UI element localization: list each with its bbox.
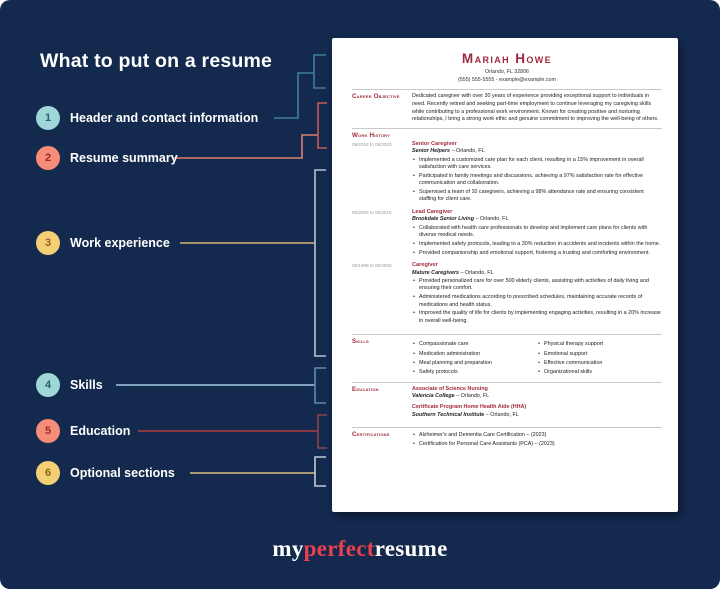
job-company: Brookdale Senior Living xyxy=(412,216,475,223)
legend-label: Work experience xyxy=(70,236,170,250)
resume-name: Mariah Howe xyxy=(461,51,553,66)
certifications-body xyxy=(412,431,662,450)
job-entry xyxy=(352,262,662,326)
step-number: 5 xyxy=(44,425,52,437)
connector-bracket-2 xyxy=(318,103,327,148)
step-number-badge xyxy=(36,231,60,255)
step-number-badge xyxy=(36,146,60,170)
job-entry xyxy=(352,141,662,205)
skill-item: • Emotional support xyxy=(537,351,662,359)
connector-line-2 xyxy=(172,135,318,158)
resume-section-work-history xyxy=(352,128,662,335)
skills-column-2 xyxy=(537,341,662,377)
resume-contact-location: Orlando, FL 32806 xyxy=(485,69,529,75)
job-body xyxy=(412,262,662,326)
connector-bracket-5 xyxy=(318,415,327,448)
legend-label: Optional sections xyxy=(70,466,175,480)
job-dates: 06/2015 to 08/2023 xyxy=(352,141,392,147)
connector-bracket-4 xyxy=(315,368,326,403)
myperfectresume-logo xyxy=(272,536,447,562)
education-entry xyxy=(412,386,662,401)
legend-item-work-experience xyxy=(36,231,170,255)
job-bullets xyxy=(412,157,662,204)
education-degree: Associate of Science Nursing xyxy=(412,385,488,392)
job-bullet: • Collaborated with health care professionals to develop and implement care plans for clients with diverse medical needs. xyxy=(412,225,662,240)
skill-item: • Compassionate care xyxy=(412,341,537,349)
legend-label: Header and contact information xyxy=(70,111,259,125)
job-bullets xyxy=(412,278,662,325)
resume-contact xyxy=(352,68,662,84)
step-number-badge xyxy=(36,106,60,130)
step-number-badge xyxy=(36,373,60,397)
step-number: 2 xyxy=(44,152,52,164)
objective-text: Dedicated caregiver with over 30 years of experience providing exceptional support to individuals in need. Recently retired and seeking part-time employment to continue leveraging my caregiving skills while contributing to a professional work environment. Known for creating positive and nurturing relationships, I bring a strong work ethic and genuine commitment to improving the well-being of others. xyxy=(412,93,659,123)
resume-preview xyxy=(332,38,678,512)
job-bullet: • Implemented a customized care plan for each client, resulting in a 15% improvement in overall satisfaction with care services. xyxy=(412,157,662,172)
job-bullet: • Participated in family meetings and discussions, achieving a 97% satisfaction rate for effective communication and collaboration. xyxy=(412,173,662,188)
education-location: – Orlando, FL xyxy=(485,411,519,418)
education-location: – Orlando, FL xyxy=(456,393,490,400)
job-title: Lead Caregiver xyxy=(412,208,453,215)
job-company: Senior Helpers xyxy=(412,148,451,155)
job-company-line xyxy=(412,148,662,155)
job-bullet: • Administered medications according to prescribed schedules, maintaining accurate records of medications and health status. xyxy=(412,294,662,309)
legend-item-resume-summary xyxy=(36,146,178,170)
logo-part-perfect: perfect xyxy=(303,536,375,561)
job-bullet: • Provided companionship and emotional support, fostering a trusting and comforting environment. xyxy=(412,250,662,257)
skills-columns xyxy=(412,338,662,377)
section-heading: Work History xyxy=(352,131,390,139)
job-title: Caregiver xyxy=(412,262,438,269)
legend-label: Education xyxy=(70,424,131,438)
resume-section-skills xyxy=(352,334,662,381)
skill-item: • Safety protocols xyxy=(412,369,537,377)
legend-item-optional-sections xyxy=(36,461,175,485)
job-bullet: • Implemented safety protocols, leading to a 30% reduction in accidents and incidents within the home. xyxy=(412,241,662,248)
education-school-line xyxy=(412,393,662,401)
job-location: – Orlando, FL xyxy=(460,269,494,276)
legend-label: Resume summary xyxy=(70,151,178,165)
job-company-line xyxy=(412,216,662,223)
section-heading: Certifications xyxy=(352,430,390,438)
step-number: 6 xyxy=(44,467,52,479)
logo-part-resume: resume xyxy=(374,536,448,561)
job-dates: 06/1999 to 05/2003 xyxy=(352,263,392,269)
job-bullet: • Supervised a team of 10 caregivers, achieving a 98% attendance rate and ensuring consistent staffing for client care. xyxy=(412,189,662,204)
step-number-badge xyxy=(36,419,60,443)
section-heading: Skills xyxy=(352,338,369,346)
step-number: 3 xyxy=(44,237,52,249)
education-school: Valencia College xyxy=(412,393,455,400)
step-number-badge xyxy=(36,461,60,485)
education-body xyxy=(412,386,662,423)
certification-bullets xyxy=(412,432,662,449)
skill-item: • Physical therapy support xyxy=(537,341,662,349)
job-company-line xyxy=(412,270,662,277)
connector-bracket-6 xyxy=(315,457,326,486)
job-title: Senior Caregiver xyxy=(412,140,457,147)
legend-label: Skills xyxy=(70,378,103,392)
page-title: What to put on a resume xyxy=(40,50,273,72)
job-bullet: • Provided personalized care for over 500 elderly clients, assisting with activities of daily living and ensuring their comfort. xyxy=(412,278,662,293)
section-heading: Education xyxy=(352,385,379,393)
resume-section-education xyxy=(352,382,662,427)
section-heading: Career Objective xyxy=(352,93,400,101)
skill-item: • Medication administration xyxy=(412,351,537,359)
education-degree: Certificate Program Home Health Aide (HHA) xyxy=(412,404,527,411)
connector-bracket-1 xyxy=(314,55,326,88)
education-entry xyxy=(412,404,662,419)
skills-column-1 xyxy=(412,341,537,377)
legend-item-skills xyxy=(36,373,103,397)
certification-item: • Alzheimer's and Dementia Care Certification – (2023) xyxy=(412,432,662,440)
job-location: – Orlando, FL xyxy=(475,216,509,223)
step-number: 1 xyxy=(44,112,52,124)
certification-item: • Certification for Personal Care Assistants (PCA) – (2023) xyxy=(412,441,662,449)
resume-contact-phone-email: (555) 555-5555 - example@example.com xyxy=(458,77,556,84)
skill-item: • Meal planning and preparation xyxy=(412,360,537,368)
connector-line-1 xyxy=(274,73,314,118)
education-school-line xyxy=(412,412,662,420)
legend-item-header-contact xyxy=(36,106,258,130)
connector-bracket-3 xyxy=(315,170,326,356)
job-body xyxy=(412,209,662,259)
job-bullets xyxy=(412,225,662,257)
job-company: Mature Caregivers xyxy=(412,269,460,276)
skill-item: • Effective communication xyxy=(537,360,662,368)
legend-item-education xyxy=(36,419,130,443)
resume-section-career-objective xyxy=(352,89,662,127)
education-school: Southern Technical Institute xyxy=(412,411,485,418)
job-body xyxy=(412,141,662,205)
job-bullet: • Improved the quality of life for clients by implementing engaging activities, resulting in a 20% increase in overall well-being. xyxy=(412,310,662,325)
job-location: – Orlando, FL xyxy=(451,148,485,155)
job-dates: 05/2003 to 06/2015 xyxy=(352,209,392,215)
skill-item: • Organizational skills xyxy=(537,369,662,377)
step-number: 4 xyxy=(44,379,52,391)
logo-part-my: my xyxy=(272,536,304,561)
resume-section-certifications xyxy=(352,427,662,454)
job-entry xyxy=(352,209,662,259)
